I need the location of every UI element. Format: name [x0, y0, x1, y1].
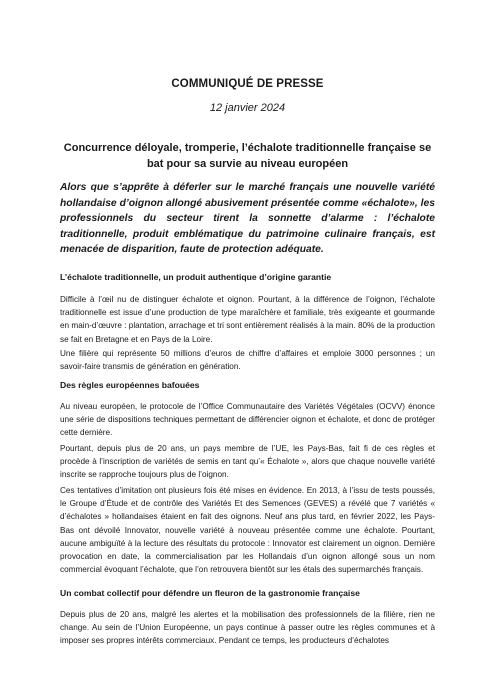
paragraph: Au niveau européen, le protocole de l’Office Communautaire des Variétés Végétales (OCVV) énonce une série de dispositions techniques permettant de différencier oignon et échalote, et donc de protéger cette dernière.: [60, 402, 435, 438]
section-heading-1: L’échalote traditionnelle, un produit authentique d’origine garantie: [60, 272, 332, 282]
paragraph: Ces tentatives d’imitation ont plusieurs fois été mises en évidence. En 2013, à l’issu de tests poussés, le Groupe d’Étude et de contrôle des Variétés Et des Semences (GEVES) a révélé que 7 variétés « d’échalotes » hollandaises étaient en fait des oignons. Neuf ans plus tard, en février 2022, les Pays-Bas ont dévoilé Innovator, nouvelle variété à nouveau présentée comme une échalote. Pourtant, aucune ambiguïté à la lecture des résultats du protocole : Innovator est clairement un oignon. Dernière provocation en date, la commercialisation par les Hollandais d’un oignon allongé sous un nom commercial évoquant l’échalote, que l’on retrouvera bientôt sur les étals des supermarchés français.: [60, 486, 435, 575]
section-heading-3: Un combat collectif pour défendre un fleuron de la gastronomie française: [60, 588, 360, 598]
section-heading-2: Des règles européennes bafouées: [60, 380, 200, 390]
paragraph: Difficile à l’œil nu de distinguer échalote et oignon. Pourtant, à la différence de l’oignon, l’échalote traditionnelle est issue d’une production de type maraîchère et familiale, très exigeante et gourmande en main-d’œuvre : plantation, arrachage et tri sont entièrement réalisés à la main. 80% de la production se fait en Bretagne et en Pays de la Loire.: [60, 295, 435, 344]
headline: Concurrence déloyale, tromperie, l’échalote traditionnelle française se bat pour sa survie au niveau européen: [63, 142, 432, 170]
lead-paragraph: Alors que s’apprête à déferler sur le marché français une nouvelle variété hollandaise d’oignon allongé abusivement présentée comme «échalote», les professionnels du secteur tirent la sonnette d’alarme : l’échalote traditionnelle, produit emblématique du patrimoine culinaire français, est menacée de disparition, faute de protection adéquate.: [60, 182, 435, 255]
document-title: COMMUNIQUÉ DE PRESSE: [171, 78, 324, 90]
document-date: 12 janvier 2024: [209, 102, 286, 114]
paragraph: Une filière qui représente 50 millions d’euros de chiffre d’affaires et emploie 3000 personnes ; un savoir-faire transmis de génération en génération.: [60, 349, 435, 372]
paragraph: Depuis plus de 20 ans, malgré les alertes et la mobilisation des professionnels de la filière, rien ne change. Au sein de l’Union Européenne, un pays continue à passer outre les règles communes et à imposer ses propres intérêts commerciaux. Pendant ce temps, les producteurs d’échalotes: [60, 610, 435, 646]
paragraph: Pourtant, depuis plus de 20 ans, un pays membre de l’UE, les Pays-Bas, fait fi de ces règles et procède à l’inscription de variétés de semis en tant qu’« Échalote », alors que chaque nouvelle variété inscrite se rapproche toujours plus de l’oignon.: [60, 444, 435, 480]
